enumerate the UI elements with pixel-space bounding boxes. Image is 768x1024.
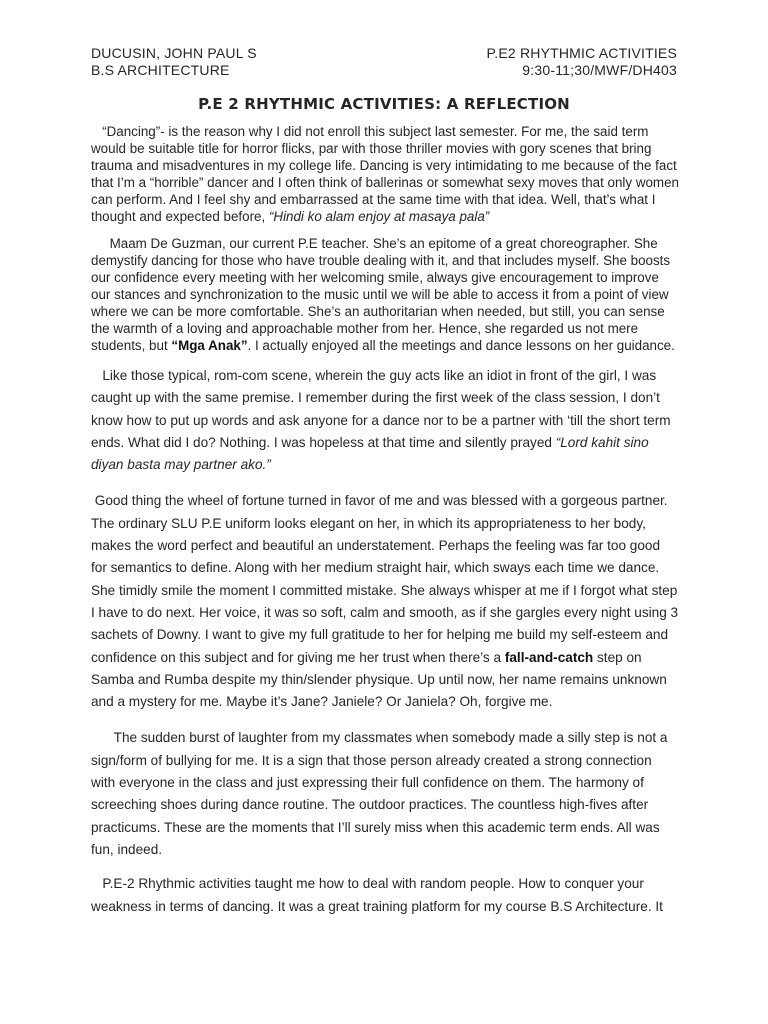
paragraph-2-emphasis: “Mga Anak”	[171, 338, 248, 353]
paragraph-4	[91, 490, 679, 713]
paragraph-2-text-end: . I actually enjoyed all the meetings and dance lessons on her guidance.	[247, 338, 675, 353]
student-course: B.S ARCHITECTURE	[91, 62, 230, 78]
student-info	[91, 45, 257, 79]
paragraph-2-text: Maam De Guzman, our current P.E teacher. She’s an epitome of a great choreographer. She demystify dancing for those who have trouble dealing with it, and that includes myself. She boosts our confidence every meeting with her welcoming smile, always give encouragement to improve our stances and synchronization to the music until we will be able to access it from a point of view where we can be more comfortable. She’s an authoritarian when needed, but still, you can sense the warmth of a loving and approachable mother from her. Hence, she regarded us not mere students, but	[91, 236, 671, 353]
class-subject: P.E2 RHYTHMIC ACTIVITIES	[486, 45, 677, 61]
paragraph-3	[91, 365, 679, 476]
student-name: DUCUSIN, JOHN PAUL S	[91, 45, 257, 61]
paragraph-1	[91, 123, 679, 225]
paragraph-4-text: Good thing the wheel of fortune turned in favor of me and was blessed with a gorgeous partner. The ordinary SLU P.E uniform looks elegant on her, in which its appropriateness to her body, makes the word perfect and beautiful an understatement. Perhaps the feeling was far too good for semantics to define. Along with her medium straight hair, which sways each time we dance. She timidly smile the moment I committed mistake. She always whisper at me if I forgot what step I have to do next. Her voice, it was so soft, calm and smooth, as if she gargles every night using 3 sachets of Downy. I want to give my full gratitude to her for helping me build my self-esteem and confidence on this subject and for giving me her trust when there’s a	[91, 493, 679, 665]
paragraph-5	[91, 727, 679, 861]
class-info	[487, 45, 677, 79]
paragraph-6-text: P.E-2 Rhythmic activities taught me how to deal with random people. How to conquer your weakness in terms of dancing. It was a great training platform for my course B.S Architecture. It	[91, 876, 663, 914]
paragraph-1-text: “Dancing”- is the reason why I did not enroll this subject last semester. For me, the said term would be suitable title for horror flicks, par with those thriller movies with gory scenes that bring trauma and misadventures in my college life. Dancing is very intimidating to me because of the fact that I’m a “horrible” dancer and I often think of ballerinas or somewhat sexy moves that only women can perform. And I feel shy and embarrassed at the same time with that idea. Well, that’s what I thought and expected before,	[91, 124, 679, 224]
class-schedule: 9:30-11;30/MWF/DH403	[522, 62, 677, 78]
paragraph-6	[91, 873, 679, 918]
paragraph-3-text: Like those typical, rom-com scene, wherein the guy acts like an idiot in front of the girl, I was caught up with the same premise. I remember during the first week of the class session, I don’t know how to put up words and ask anyone for a dance nor to be a partner with ‘till the short term ends. What did I do? Nothing. I was hopeless at that time and silently prayed	[91, 368, 671, 450]
reflection-body	[91, 123, 679, 918]
paragraph-4-emphasis: fall-and-catch	[504, 649, 594, 665]
paragraph-1-quote: “Hindi ko alam enjoy at masaya pala”	[268, 209, 490, 224]
paragraph-5-text: The sudden burst of laughter from my classmates when somebody made a silly step is not a sign/form of bullying for me. It is a sign that those person already created a strong connection with everyone in the class and just expressing their full confidence on them. The harmony of screeching shoes during dance routine. The outdoor practices. The countless high-fives after practicums. These are the moments that I’ll surely miss when this academic term ends. All was fun, indeed.	[91, 730, 668, 857]
paragraph-2	[91, 235, 679, 354]
page-title: P.E 2 RHYTHMIC ACTIVITIES: A REFLECTION	[198, 95, 570, 113]
paragraph-4-text-end: step on Samba and Rumba despite my thin/slender physique. Up until now, her name remains unknown and a mystery for me. Maybe it’s Jane? Janiele? Or Janiela? Oh, forgive me.	[91, 649, 667, 710]
paragraph-3-quote: “Lord kahit sino diyan basta may partner ako.”	[91, 434, 649, 473]
